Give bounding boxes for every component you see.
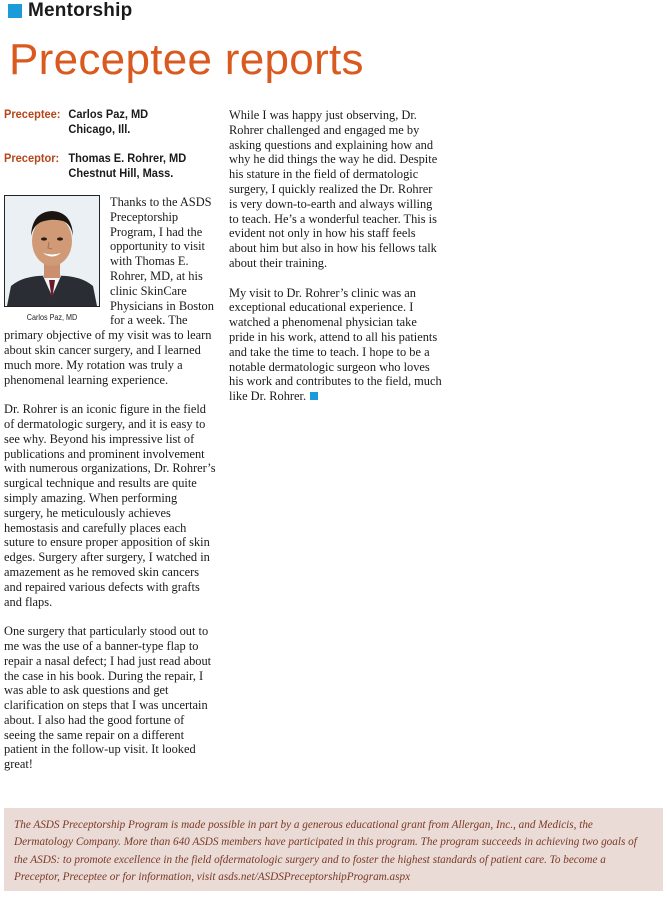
- section-label: Mentorship: [28, 0, 133, 21]
- article-paragraph-5: My visit to Dr. Rohrer’s clinic was an exceptional educational experience. I watched a phenomenal physician take pride in his work, attend to all his patients and take the time to teach. I hope to be a notable dermatologic surgeon who loves his work and contributes to the field, much like Dr. Rohrer.: [229, 285, 442, 404]
- page-title: Preceptee reports: [9, 35, 364, 84]
- portrait-image: [5, 196, 99, 306]
- preceptee-label: Preceptee:: [4, 107, 61, 121]
- preceptor-location: Chestnut Hill, Mass.: [68, 166, 174, 180]
- article-paragraph-5-wrap: [229, 286, 443, 404]
- article-column-right: [229, 108, 443, 419]
- article-column-left: [4, 195, 216, 787]
- footer-text: The ASDS Preceptorship Program is made possible in part by a generous educational grant from Allergan, Inc., and Medicis, the Dermatology Company. More than 640 ASDS members have participated in this program. The program succeeds in achieving two goals of the ASDS: to promote excellence in the field ofdermatologic surgery and to foster the highest standards of patient care. To become a Preceptor, Preceptee or for information, visit asds.net/ASDSPreceptorshipProgram.aspx: [14, 819, 637, 884]
- preceptor-label: Preceptor:: [4, 151, 60, 165]
- section-square-icon: [8, 4, 22, 18]
- article-paragraph-3: One surgery that particularly stood out to me was the use of a banner-type flap to repair a nasal defect; I had just read about the case in his book. During the repair, I was able to ask questions and get clarification on steps that I was uncertain about. I also had the good fortune of seeing the same repair on a different patient in the follow-up visit. It looked great!: [4, 624, 212, 772]
- article-paragraph-2: Dr. Rohrer is an iconic figure in the field of dermatologic surgery, and it is easy to see why. Beyond his impressive list of publications and prominent involvement with numerous organizations, Dr. Rohrer’s surgical technique and results are quite simply amazing. When performing surgery, he meticulously achieves hemostasis and carefully places each suture to ensure proper apposition of skin edges. Surgery after surgery, I watched in amazement as he removed skin cancers and repaired various defects with grafts and flaps.: [4, 402, 216, 609]
- photo-caption: Carlos Paz, MD: [26, 313, 78, 322]
- author-photo: [4, 195, 100, 307]
- article-paragraph-4: While I was happy just observing, Dr. Rohrer challenged and engaged me by asking questions and explaining how and why he did things the way he did. Despite his stature in the field of dermatologic surgery, I quickly realized the Dr. Rohrer is very down-to-earth and always willing to teach. He’s a wonderful teacher. This is evident not only in how his staff feels about him but also in how his fellows talk about their training.: [229, 108, 438, 270]
- section-tag: [8, 0, 132, 22]
- sponsor-footer: [4, 808, 663, 891]
- end-mark-icon: [310, 392, 318, 400]
- preceptee-name: Carlos Paz, MD: [68, 107, 149, 121]
- preceptee-location: Chicago, Ill.: [68, 122, 131, 136]
- photo-box: [4, 195, 104, 326]
- preceptor-name: Thomas E. Rohrer, MD: [68, 151, 187, 165]
- article-paragraph-1: Thanks to the ASDS Preceptorship Program, I had the opportunity to visit with Thomas E. Rohrer, MD, at his clinic SkinCare Physicians in Boston for a week. The primary objective of my visit was to learn about skin cancer surgery, and I learned much more. My rotation was truly a phenomenal learning experience.: [4, 195, 214, 387]
